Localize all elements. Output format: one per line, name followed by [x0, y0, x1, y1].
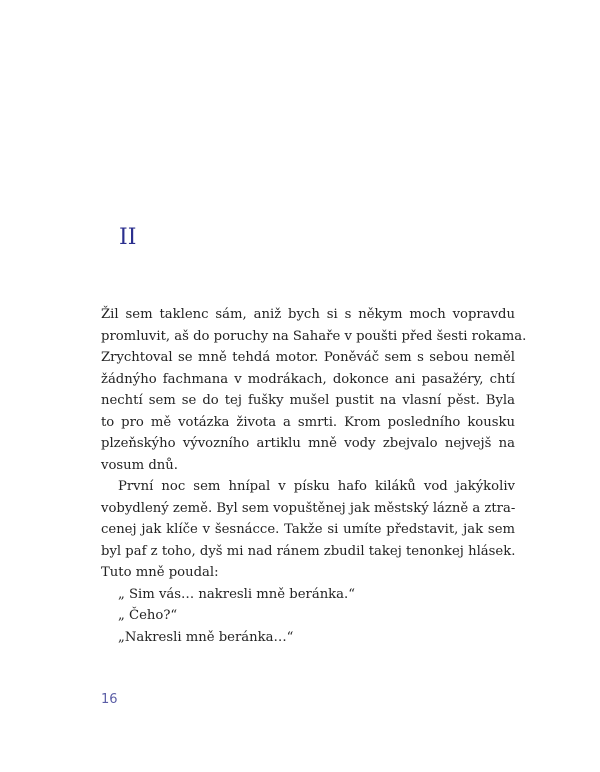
paragraph-1	[101, 304, 527, 476]
body-text	[101, 304, 527, 648]
text-line: Žil sem taklenc sám, aniž bych si s někym moch vopravdu	[101, 307, 515, 322]
text-line: byl paf z toho, dyš mi nad ránem zbudil takej tenonkej hlásek.	[101, 543, 516, 559]
text-line: vobydlený země. Byl sem vopuštěnej jak městský lázně a ztra-	[101, 500, 516, 516]
text-line: Zrychtoval se mně tehdá motor. Poněváč sem s sebou neměl	[101, 350, 515, 365]
page-number: 16	[101, 692, 118, 707]
text-line: vosum dnů.	[101, 457, 178, 473]
paragraph-2	[101, 476, 515, 584]
text-line: Tuto mně poudal:	[101, 565, 219, 580]
dialogue-line-2: „ Čeho?“	[118, 608, 178, 623]
text-line: promluvit, aš do poruchy na Sahaře v poušti před šesti rokama.	[101, 328, 527, 344]
text-line: První noc sem hnípal v písku hafo kiláků vod jakýkoliv	[118, 479, 515, 494]
text-line: to pro mě votázka života a smrti. Krom posledního kousku	[101, 414, 515, 430]
text-line: cenej jak klíče v šesnácce. Takže si umíte představit, jak sem	[101, 522, 515, 537]
text-line: plzeňskýho vývozního artiklu mně vody zbejvalo nejvejš na	[101, 436, 515, 451]
chapter-number: II	[119, 225, 137, 250]
dialogue-line-3: „Nakresli mně beránka…“	[118, 629, 294, 645]
text-line: žádnýho fachmana v modrákach, dokonce ani pasažéry, chtí	[101, 371, 515, 387]
dialogue-line-1: „ Sim vás… nakresli mně beránka.“	[118, 586, 355, 602]
text-line: nechtí sem se do tej fušky mušel pustit na vlasní pěst. Byla	[101, 393, 515, 408]
